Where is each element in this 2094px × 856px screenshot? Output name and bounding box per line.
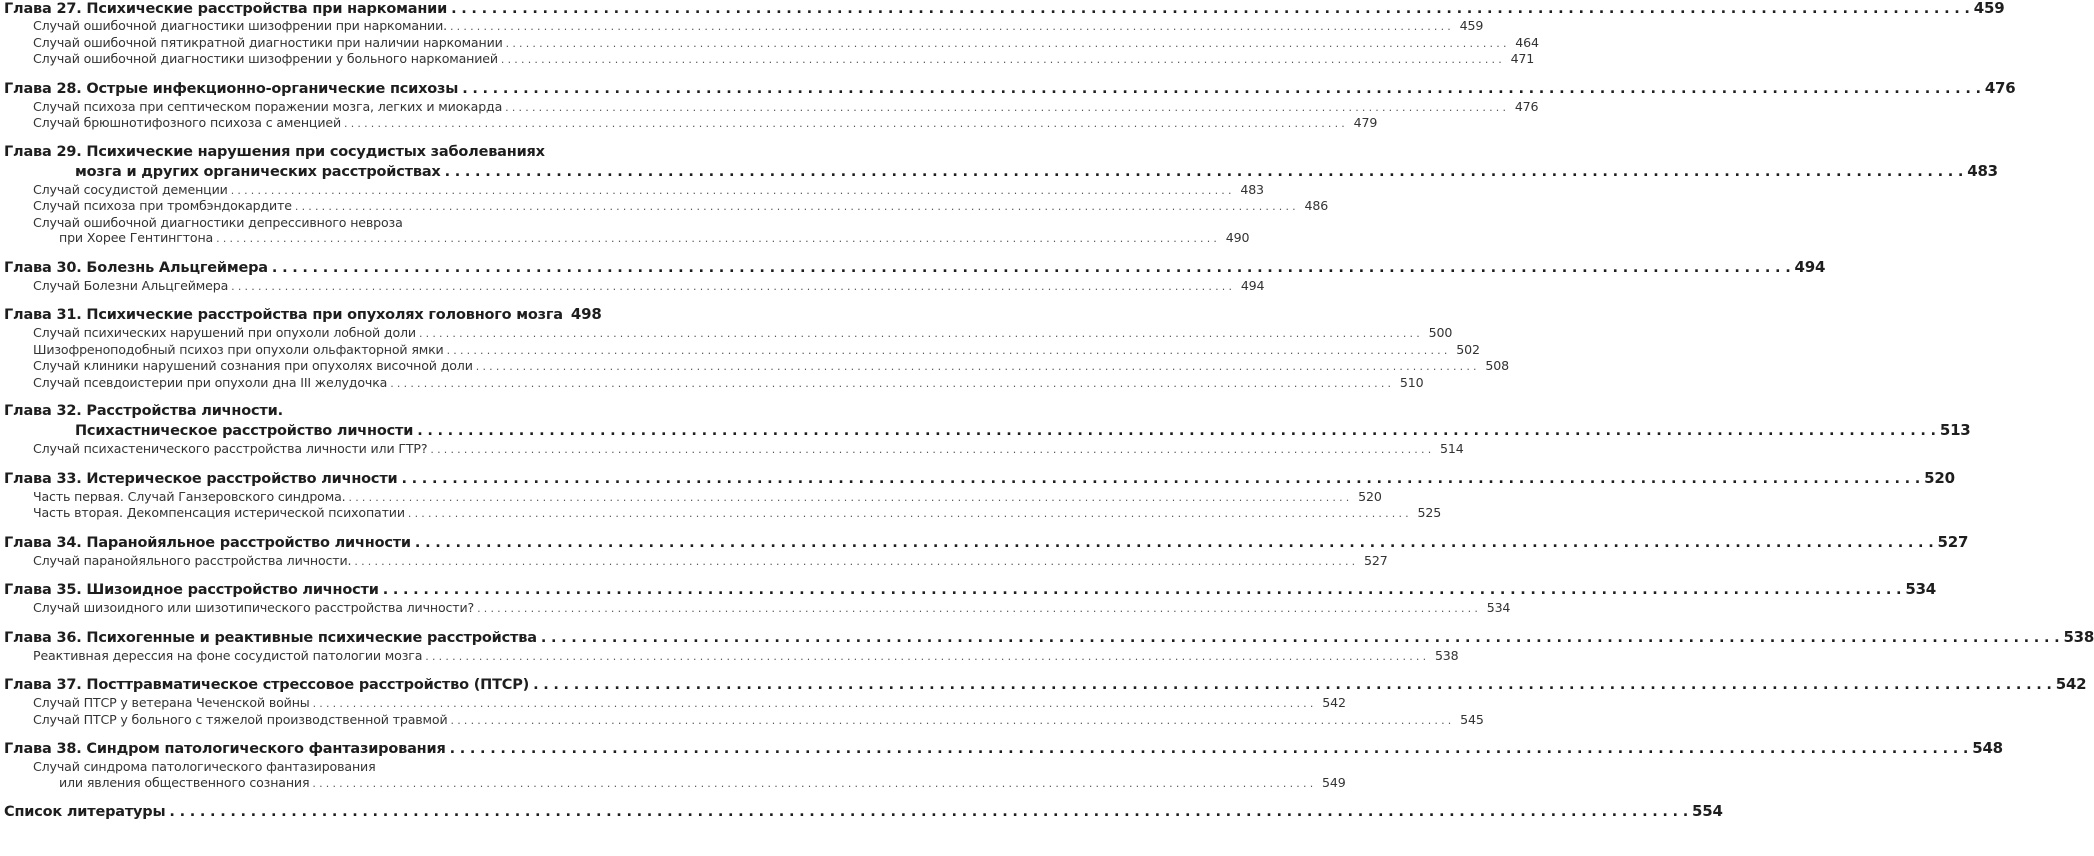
leader-dots: [501, 52, 1502, 68]
entry-page: 494: [1240, 277, 1265, 293]
chapter-heading-line1: [4, 402, 581, 421]
entry-title: Реактивная дерессия на фоне сосудистой патологии мозга: [33, 647, 423, 663]
chapter-page: 498: [570, 305, 602, 323]
chapter-title: Глава 27. Психические расстройства при наркомании: [4, 1, 448, 17]
chapter-page: 494: [1794, 257, 1826, 276]
entry-title: Случай ошибочной диагностики шизофрении у больного наркоманией: [33, 51, 498, 66]
entry-page: 525: [1417, 505, 1442, 520]
chapter-33: [4, 468, 1955, 522]
entry-page: 502: [1456, 341, 1480, 357]
leader-dots: [401, 470, 1920, 489]
entry-page: 514: [1440, 441, 1464, 456]
bibliography-title: Список литературы: [4, 804, 166, 820]
entry-title: Шизофреноподобный психоз при опухоли ольфакторной ямки: [33, 341, 444, 357]
entry-title: Случай ошибочной диагностики депрессивного невроза: [33, 214, 403, 230]
chapter-title-continued: мозга и других органических расстройствах: [75, 163, 441, 180]
leader-dots: [450, 740, 1969, 759]
toc-entry: [4, 115, 1378, 132]
toc-entry: [4, 505, 1442, 522]
leader-dots: [383, 581, 1902, 600]
leader-dots: [415, 534, 1934, 553]
entry-page: 476: [1514, 98, 1539, 114]
toc-entry-line2: [4, 230, 1250, 247]
chapter-38: [4, 739, 2003, 791]
bibliography-heading: [4, 802, 1723, 822]
chapter-page: 548: [1972, 739, 2003, 757]
entry-title: Случай паранойяльного расстройства личности.: [33, 552, 352, 568]
leader-dots: [169, 803, 1688, 822]
leader-dots: [344, 116, 1345, 132]
toc-entry-line1: [4, 759, 581, 775]
toc-entry: [4, 441, 1464, 458]
toc-entry: [4, 181, 1264, 199]
leader-dots: [417, 422, 1936, 441]
chapter-31: [4, 305, 1509, 391]
chapter-title: Глава 35. Шизоидное расстройство личности: [4, 582, 379, 598]
leader-dots: [445, 163, 1964, 182]
chapter-page: 459: [1973, 0, 2005, 17]
chapter-heading-line1: [4, 143, 581, 162]
entry-title: Часть вторая. Декомпенсация истерической психопатии: [33, 505, 405, 520]
chapter-32: [4, 402, 1971, 458]
chapter-heading-line2: [4, 421, 1971, 441]
chapter-page: 527: [1937, 532, 1969, 551]
toc-entry: [4, 374, 1424, 392]
toc-entry: [4, 341, 1480, 359]
entry-page: 479: [1353, 115, 1378, 130]
leader-dots: [533, 676, 2052, 695]
entry-title: Случай ошибочной диагностики шизофрении при наркомании.: [33, 18, 447, 33]
chapter-heading: [4, 532, 1969, 553]
leader-dots: [295, 199, 1296, 215]
leader-dots: [312, 776, 1313, 792]
chapter-heading: [4, 257, 1826, 278]
chapter-heading: [4, 305, 602, 325]
leader-dots: [450, 19, 1451, 35]
chapter-heading: [4, 0, 2005, 18]
chapter-heading: [4, 468, 1955, 489]
toc-entry: [4, 277, 1265, 295]
entry-title: Случай ошибочной пятикратной диагностики при наличии наркомании: [33, 34, 503, 50]
entry-title: Случай ПТСР у больного с тяжелой производственной травмой: [33, 711, 448, 727]
leader-dots: [430, 442, 1431, 458]
toc-entry: [4, 51, 1535, 68]
chapter-title: Глава 38. Синдром патологического фантазирования: [4, 741, 446, 757]
chapter-page: 538: [2063, 627, 2094, 646]
leader-dots: [476, 359, 1477, 375]
toc-entry: [4, 647, 1459, 665]
entry-title: Случай психических нарушений при опухоли лобной доли: [33, 325, 416, 340]
entry-title: Случай клиники нарушений сознания при опухолях височной доли: [33, 358, 473, 373]
chapter-title: Глава 31. Психические расстройства при опухолях головного мозга: [4, 307, 563, 323]
leader-dots: [231, 279, 1232, 295]
leader-dots: [216, 231, 1217, 247]
chapter-title: Глава 32. Расстройства личности.: [4, 403, 283, 419]
entry-title: Случай ПТСР у ветерана Чеченской войны: [33, 695, 310, 710]
chapter-page: 513: [1939, 421, 1971, 439]
leader-dots: [354, 554, 1355, 570]
chapter-title: Глава 34. Паранойяльное расстройство личности: [4, 534, 411, 551]
chapter-page: 534: [1905, 580, 1937, 598]
chapter-34: [4, 532, 1969, 570]
toc-entry: [4, 695, 1346, 712]
leader-dots: [419, 326, 1420, 342]
entry-title: Случай брюшнотифозного психоза с аменцией: [33, 115, 342, 130]
entry-page: 459: [1459, 18, 1484, 33]
chapter-title: Глава 28. Острые инфекционно-органические психозы: [4, 80, 459, 97]
chapter-title: Глава 29. Психические нарушения при сосудистых заболеваниях: [4, 143, 545, 160]
leader-dots: [231, 183, 1232, 199]
toc-entry: [4, 198, 1329, 215]
chapter-heading-line2: [4, 161, 1998, 182]
bibliography-page: 554: [1692, 802, 1723, 820]
entry-title: Часть первая. Случай Ганзеровского синдрома.: [33, 488, 346, 504]
chapter-35: [4, 580, 1937, 617]
leader-dots: [408, 506, 1409, 522]
chapter-heading: [4, 739, 2003, 759]
leader-dots: [451, 713, 1452, 729]
chapter-title: Глава 36. Психогенные и реактивные психические расстройства: [4, 629, 537, 646]
toc-entry: [4, 325, 1453, 342]
chapter-heading: [4, 78, 2016, 99]
entry-title-continued: при Хорее Гентингтона: [59, 230, 214, 245]
chapter-28: [4, 78, 2016, 132]
leader-dots: [313, 696, 1314, 712]
entry-page: 520: [1358, 488, 1382, 504]
toc-entry-line2: [4, 774, 1346, 792]
leader-dots: [272, 259, 1791, 278]
entry-page: 510: [1399, 374, 1424, 390]
bibliography: [4, 802, 1723, 822]
entry-page: 471: [1510, 51, 1535, 66]
toc-entry: [4, 98, 1539, 116]
chapter-title: Глава 30. Болезнь Альцгеймера: [4, 259, 268, 276]
entry-page: 549: [1322, 774, 1346, 790]
chapter-title-continued: Психастническое расстройство личности: [75, 423, 414, 439]
leader-dots: [477, 601, 1478, 617]
chapter-title: Глава 37. Посттравматическое стрессовое расстройство (ПТСР): [4, 677, 530, 693]
chapter-heading: [4, 627, 2094, 648]
entry-page: 545: [1460, 711, 1484, 727]
chapter-heading: [4, 580, 1937, 600]
entry-title: Случай психастенического расстройства личности или ГТР?: [33, 441, 428, 456]
leader-dots: [462, 80, 1981, 99]
leader-dots: [390, 376, 1391, 392]
entry-page: 490: [1225, 230, 1250, 245]
entry-title-continued: или явления общественного сознания: [59, 774, 310, 790]
entry-page: 508: [1485, 358, 1509, 373]
chapter-heading: [4, 675, 2087, 695]
entry-title: Случай сосудистой деменции: [33, 181, 228, 197]
toc-entry: [4, 488, 1382, 506]
leader-dots: [505, 100, 1506, 116]
leader-dots: [447, 343, 1448, 359]
toc-entry: [4, 34, 1539, 52]
toc-entry: [4, 358, 1509, 375]
chapter-36: [4, 627, 2094, 665]
entry-page: 538: [1434, 647, 1459, 663]
toc-entry: [4, 552, 1388, 570]
chapter-37: [4, 675, 2087, 728]
leader-dots: [349, 490, 1350, 506]
entry-title: Случай синдрома патологического фантазирования: [33, 759, 376, 774]
chapter-30: [4, 257, 1826, 295]
leader-dots: [506, 36, 1507, 52]
entry-title: Случай Болезни Альцгеймера: [33, 277, 229, 293]
entry-page: 500: [1428, 325, 1453, 340]
chapter-page: 542: [2055, 675, 2087, 693]
leader-dots: [451, 1, 1970, 18]
toc-entry: [4, 711, 1484, 729]
leader-dots: [425, 649, 1426, 665]
chapter-29: [4, 143, 1998, 247]
chapter-title: Глава 33. Истерическое расстройство личности: [4, 470, 398, 487]
chapter-page: 520: [1924, 468, 1955, 487]
entry-page: 464: [1515, 34, 1539, 50]
entry-page: 483: [1240, 181, 1264, 197]
entry-title: Случай психоза при септическом поражении мозга, легких и миокарда: [33, 98, 503, 114]
toc-entry-line1: [4, 215, 581, 231]
entry-page: 534: [1486, 600, 1511, 615]
table-of-contents: [4, 0, 2094, 833]
chapter-27: [4, 0, 2005, 68]
entry-page: 527: [1364, 552, 1388, 568]
toc-entry: [4, 18, 1484, 35]
entry-page: 486: [1304, 198, 1329, 213]
chapter-page: 476: [1984, 78, 2016, 97]
leader-dots: [541, 629, 2060, 648]
entry-title: Случай шизоидного или шизотипического расстройства личности?: [33, 600, 475, 615]
toc-entry: [4, 600, 1511, 617]
entry-page: 542: [1322, 695, 1346, 710]
entry-title: Случай психоза при тромбэндокардите: [33, 198, 292, 213]
entry-title: Случай псевдоистерии при опухоли дна III желудочка: [33, 374, 388, 390]
chapter-page: 483: [1967, 161, 1998, 180]
